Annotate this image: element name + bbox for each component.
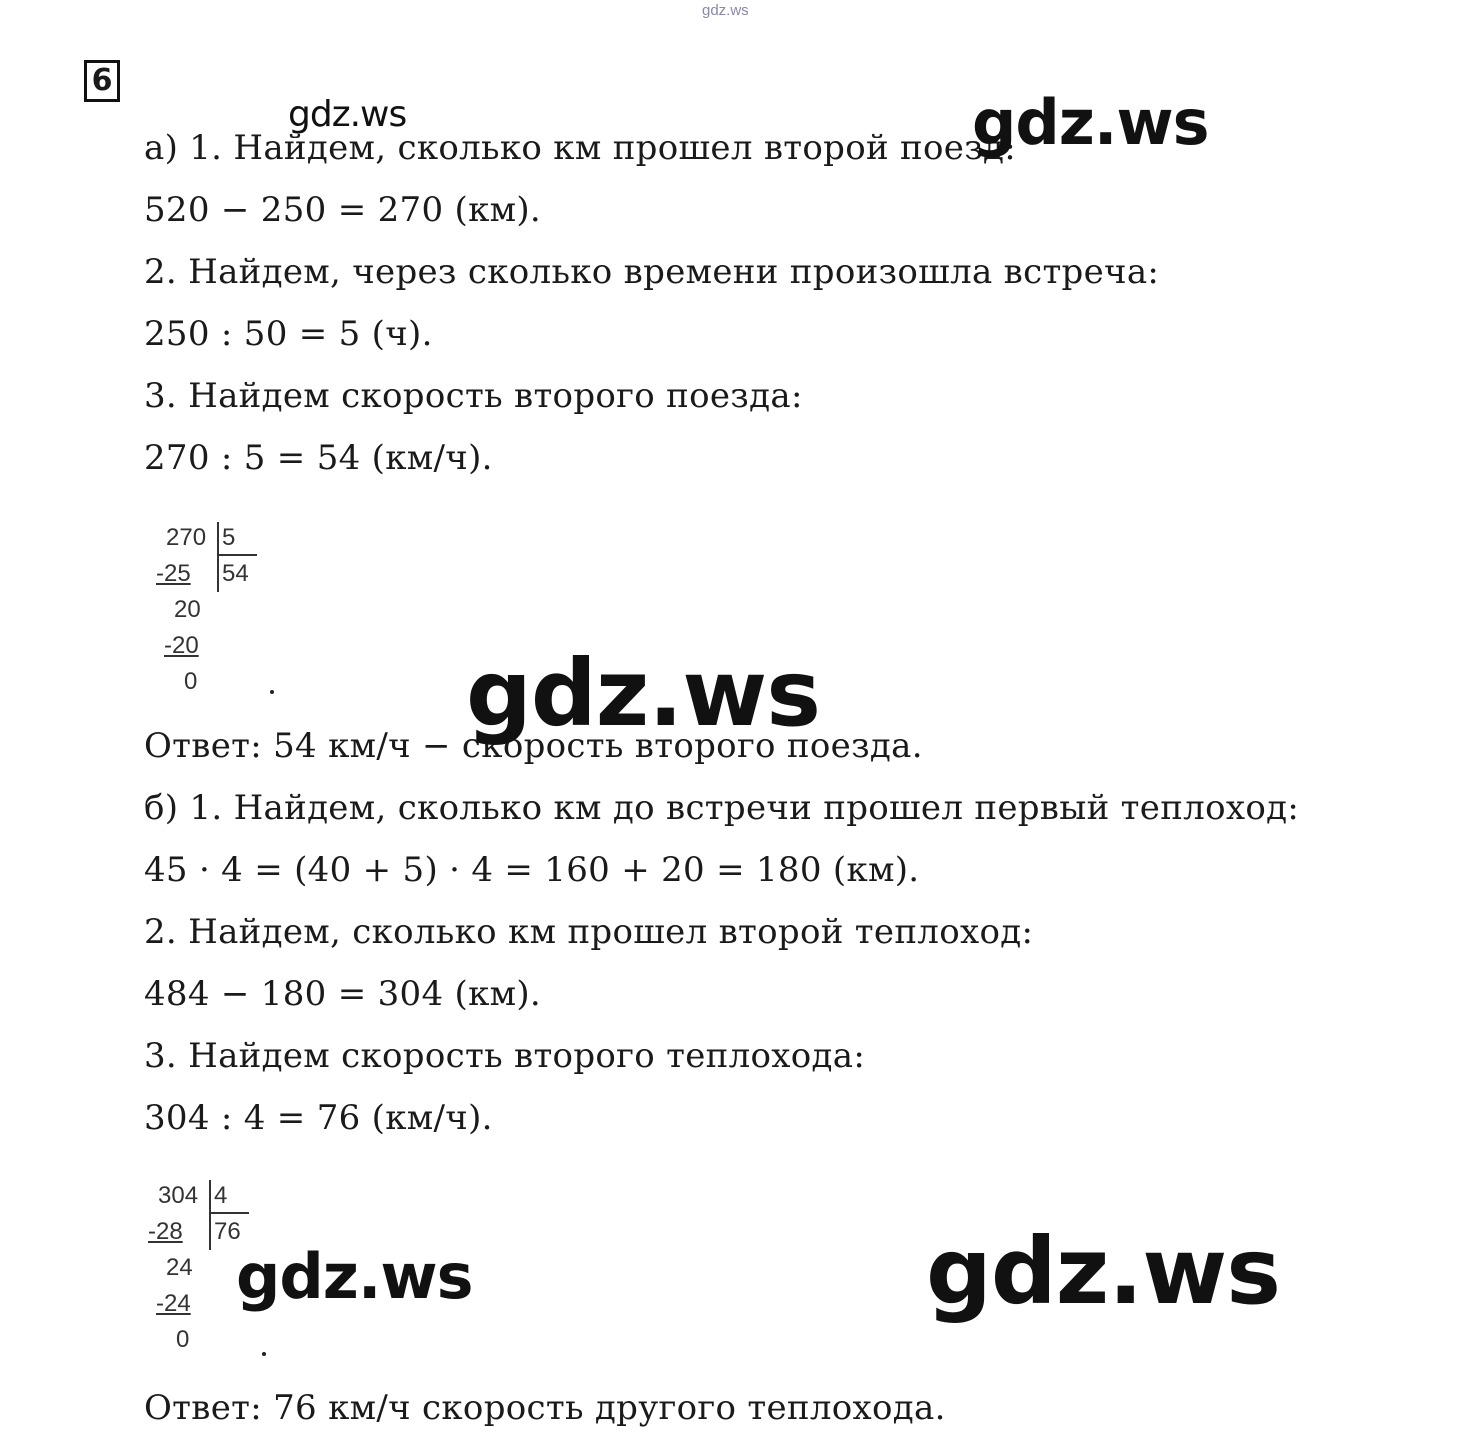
part-b-eq3: 304 : 4 = 76 (км/ч). — [144, 1098, 493, 1138]
watermark-1: gdz.ws — [288, 94, 407, 135]
division-quotient: 76 — [214, 1218, 241, 1245]
division-sub1: -28 — [148, 1218, 183, 1245]
watermark-2: gdz.ws — [972, 86, 1209, 159]
division-horizontal-line — [209, 1212, 249, 1214]
division-vertical-line — [217, 522, 219, 592]
watermark-3: gdz.ws — [466, 640, 820, 747]
part-b-eq2: 484 − 180 = 304 (км). — [144, 974, 542, 1014]
division-rem2: 0 — [184, 668, 198, 695]
division-divisor: 4 — [214, 1182, 228, 1209]
watermark-4: gdz.ws — [236, 1240, 473, 1313]
part-b-answer: Ответ: 76 км/ч скорость другого теплохода. — [144, 1388, 946, 1428]
part-b-step1: б) 1. Найдем, сколько км до встречи прошел первый теплоход: — [144, 788, 1300, 828]
division-sub1: -25 — [156, 560, 191, 587]
division-rem2: 0 — [176, 1326, 190, 1353]
division-rem1: 20 — [174, 596, 201, 623]
division-horizontal-line — [217, 554, 257, 556]
part-b-step3: 3. Найдем скорость второго теплохода: — [144, 1036, 866, 1076]
part-b-step2: 2. Найдем, сколько км прошел второй теплоход: — [144, 912, 1034, 952]
part-a-eq3: 270 : 5 = 54 (км/ч). — [144, 438, 493, 478]
part-a-step3: 3. Найдем скорость второго поезда: — [144, 376, 803, 416]
division-sub2: -24 — [156, 1290, 191, 1317]
division-rem1: 24 — [166, 1254, 193, 1281]
part-b-eq1: 45 · 4 = (40 + 5) · 4 = 160 + 20 = 180 (км). — [144, 850, 920, 890]
division-quotient: 54 — [222, 560, 249, 587]
long-division-a — [156, 522, 276, 702]
dot-mark — [262, 1352, 266, 1356]
part-a-eq1: 520 − 250 = 270 (км). — [144, 190, 542, 230]
part-a-step1: а) 1. Найдем, сколько км прошел второй поезд: — [144, 128, 1017, 168]
watermark-5: gdz.ws — [926, 1218, 1280, 1325]
division-sub2: -20 — [164, 632, 199, 659]
division-vertical-line — [209, 1180, 211, 1250]
division-dividend: 304 — [158, 1182, 199, 1209]
part-a-answer: Ответ: 54 км/ч − скорость второго поезда. — [144, 726, 923, 766]
task-number-box: 6 — [84, 60, 120, 102]
part-a-step2: 2. Найдем, через сколько времени произошла встреча: — [144, 252, 1160, 292]
dot-mark — [270, 690, 274, 694]
division-dividend: 270 — [166, 524, 207, 551]
division-divisor: 5 — [222, 524, 236, 551]
watermark-top: gdz.ws — [702, 2, 749, 19]
part-a-eq2: 250 : 50 = 5 (ч). — [144, 314, 433, 354]
